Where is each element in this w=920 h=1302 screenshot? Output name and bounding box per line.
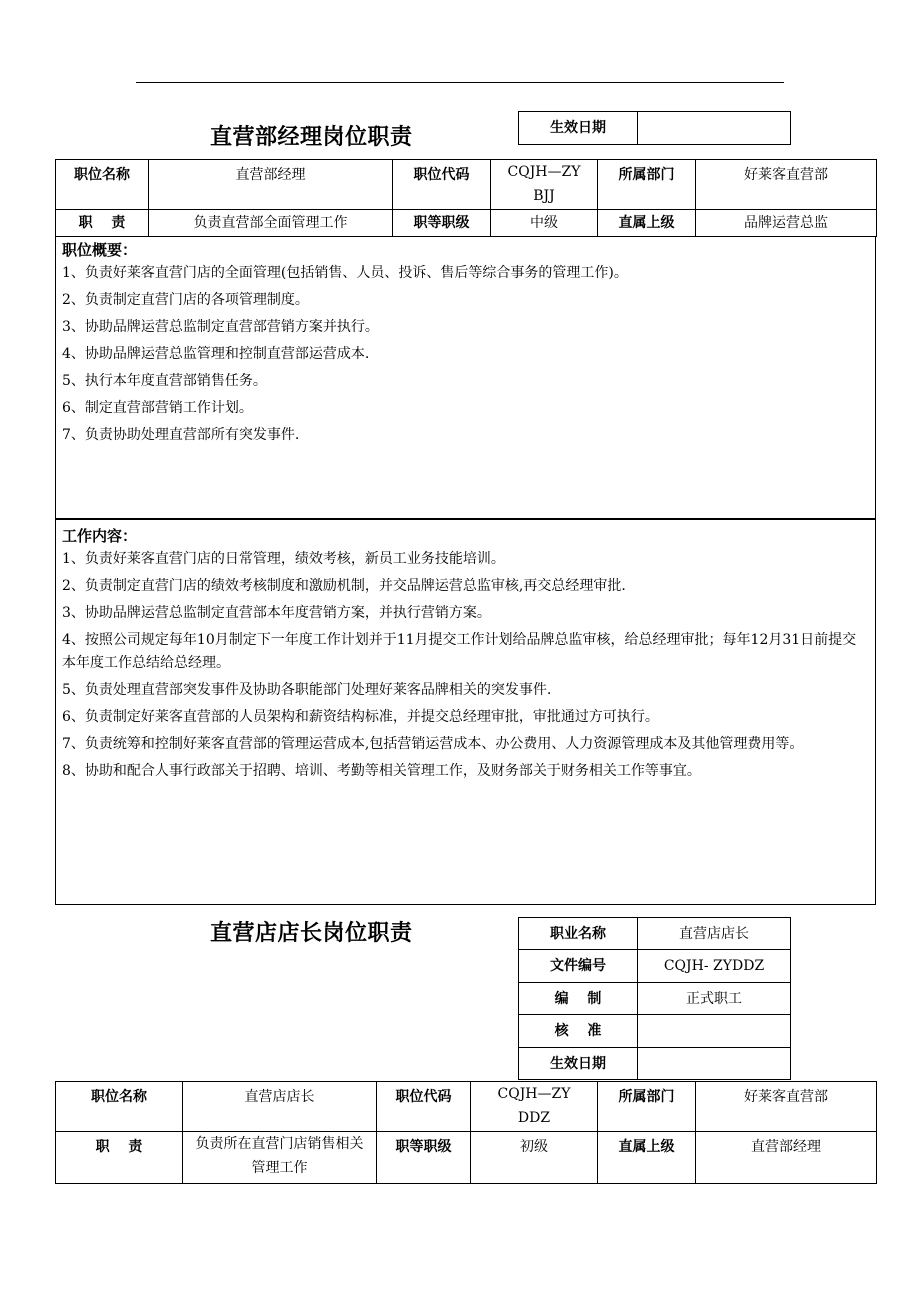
superior-value: 直营部经理	[696, 1132, 877, 1184]
effective-date-label: 生效日期	[519, 112, 638, 145]
superior-label: 直属上级	[598, 210, 696, 237]
overview-heading: 职位概要：	[62, 241, 138, 259]
duty-label: 职 责	[56, 1132, 183, 1184]
grade-value: 初级	[471, 1132, 598, 1184]
work-item: 4、按照公司规定每年10月制定下一年度工作计划并于11月提交工作计划给品牌总监审核，给总经理审批；每年12月31日前提交本年度工作总结给总经理。	[62, 632, 857, 671]
superior-value: 品牌运营总监	[696, 210, 877, 237]
department-label: 所属部门	[598, 160, 696, 210]
meta-value	[638, 1015, 791, 1048]
grade-label: 职等职级	[377, 1132, 471, 1184]
duty-label: 职 责	[56, 210, 149, 237]
position-name-label: 职位名称	[56, 160, 149, 210]
overview-item: 3、协助品牌运营总监制定直营部营销方案并执行。	[62, 319, 379, 335]
section1-effective-date-table	[518, 111, 791, 145]
position-code-label: 职位代码	[393, 160, 491, 210]
meta-value: 正式职工	[638, 983, 791, 1015]
work-item: 6、负责制定好莱客直营部的人员架构和薪资结构标准，并提交总经理审批，审批通过方可执行。	[62, 709, 659, 725]
overview-item: 2、负责制定直营门店的各项管理制度。	[62, 292, 309, 308]
position-name-label: 职位名称	[56, 1082, 183, 1132]
superior-label: 直属上级	[598, 1132, 696, 1184]
section2-meta-table	[518, 917, 791, 1080]
position-code-label: 职位代码	[377, 1082, 471, 1132]
work-content-section	[55, 519, 876, 905]
department-value: 好莱客直营部	[696, 160, 877, 210]
work-heading: 工作内容：	[62, 527, 138, 545]
work-item: 7、负责统筹和控制好莱客直营部的管理运营成本,包括营销运营成本、办公费用、人力资源管理成本及其他管理费用等。	[62, 736, 804, 752]
work-item: 3、协助品牌运营总监制定直营部本年度营销方案，并执行营销方案。	[62, 605, 491, 621]
meta-label: 生效日期	[519, 1048, 638, 1080]
work-item: 5、负责处理直营部突发事件及协助各职能部门处理好莱客品牌相关的突发事件.	[62, 682, 552, 698]
meta-label: 职业名称	[519, 918, 638, 950]
meta-value: CQJH- ZYDDZ	[638, 950, 791, 983]
meta-value: 直营店店长	[638, 918, 791, 950]
position-code-value: CQJH—ZYDDZ	[471, 1082, 598, 1132]
section2-title: 直营店店长岗位职责	[210, 921, 413, 946]
effective-date-value	[638, 112, 791, 145]
overview-item: 5、执行本年度直营部销售任务。	[62, 373, 267, 389]
section1-title: 直营部经理岗位职责	[210, 125, 413, 150]
overview-item: 4、协助品牌运营总监管理和控制直营部运营成本.	[62, 346, 370, 362]
position-name-value: 直营部经理	[149, 160, 393, 210]
meta-value	[638, 1048, 791, 1080]
duty-value: 负责所在直营门店销售相关管理工作	[183, 1132, 377, 1184]
department-label: 所属部门	[598, 1082, 696, 1132]
department-value: 好莱客直营部	[696, 1082, 877, 1132]
meta-label: 核 准	[519, 1015, 638, 1048]
overview-item: 7、负责协助处理直营部所有突发事件.	[62, 427, 300, 443]
section2-info-table	[55, 1081, 877, 1184]
section1-info-table	[55, 159, 877, 237]
overview-item: 1、负责好莱客直营门店的全面管理(包括销售、人员、投诉、售后等综合事务的管理工作)。	[62, 265, 628, 281]
position-code-value: CQJH—ZYBJJ	[491, 160, 598, 210]
overview-section	[55, 236, 876, 519]
work-item: 8、协助和配合人事行政部关于招聘、培训、考勤等相关管理工作，及财务部关于财务相关工作等事宜。	[62, 763, 701, 779]
work-item: 1、负责好莱客直营门店的日常管理，绩效考核，新员工业务技能培训。	[62, 551, 505, 567]
header-rule	[136, 82, 784, 83]
meta-label: 编 制	[519, 983, 638, 1015]
work-item: 2、负责制定直营门店的绩效考核制度和激励机制，并交品牌运营总监审核,再交总经理审批.	[62, 578, 626, 594]
position-name-value: 直营店店长	[183, 1082, 377, 1132]
grade-label: 职等职级	[393, 210, 491, 237]
meta-label: 文件编号	[519, 950, 638, 983]
overview-item: 6、制定直营部营销工作计划。	[62, 400, 253, 416]
duty-value: 负责直营部全面管理工作	[149, 210, 393, 237]
grade-value: 中级	[491, 210, 598, 237]
